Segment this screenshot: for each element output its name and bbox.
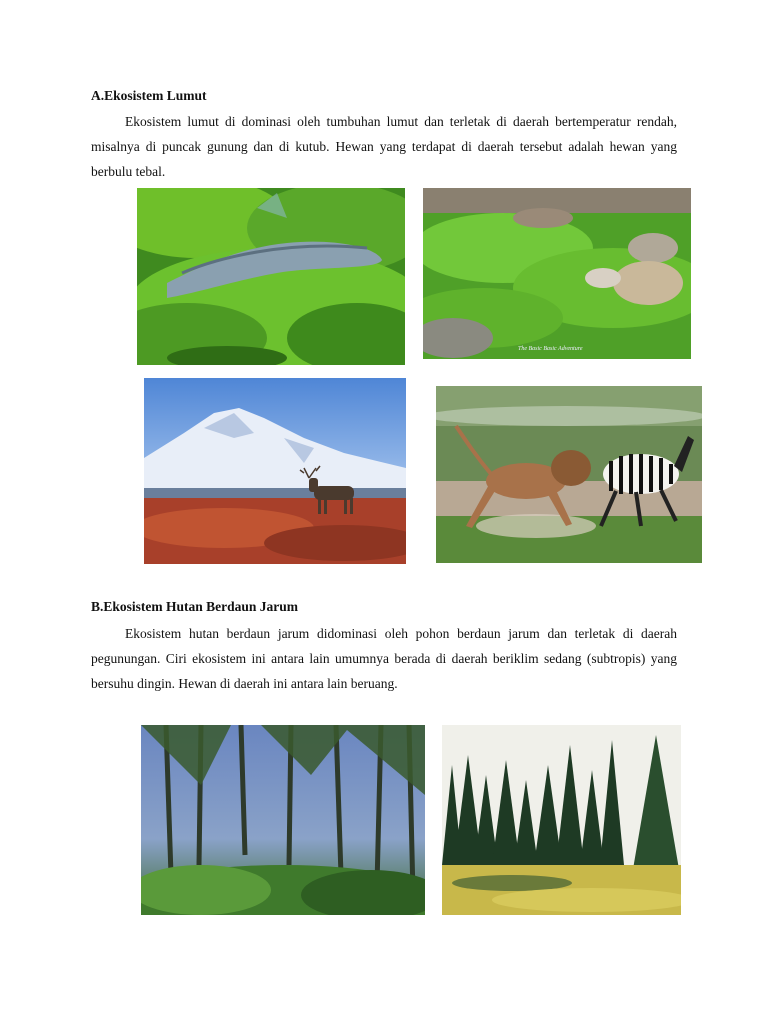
section-a-paragraph: Ekosistem lumut di dominasi oleh tumbuhan lumut dan terletak di daerah bertemperatur rendah, misalnya di puncak gunung dan di kutub. Hewan yang terdapat di daerah tersebut adalah hewan yang berbulu tebal. [91, 114, 677, 179]
caribou-mountain-image [144, 378, 406, 564]
section-a-heading: A.Ekosistem Lumut [91, 88, 207, 103]
photo-watermark: The Basic Basic Adventure [518, 346, 583, 352]
section-b-paragraph: Ekosistem hutan berdaun jarum didominasi oleh pohon berdaun jarum dan terletak di daerah pegunungan. Ciri ekosistem ini antara lain umumnya berada di daerah beriklim sedang (subtropis) yang bersuhu dingin. Hewan di daerah ini antara lain beruang. [91, 626, 677, 691]
lion-zebra-image [436, 386, 702, 563]
misty-forest-image [141, 725, 425, 915]
moss-log-image [137, 188, 405, 365]
moss-rocks-image [423, 188, 691, 359]
section-b-heading: B.Ekosistem Hutan Berdaun Jarum [91, 599, 299, 614]
spruce-forest-image [442, 725, 681, 915]
